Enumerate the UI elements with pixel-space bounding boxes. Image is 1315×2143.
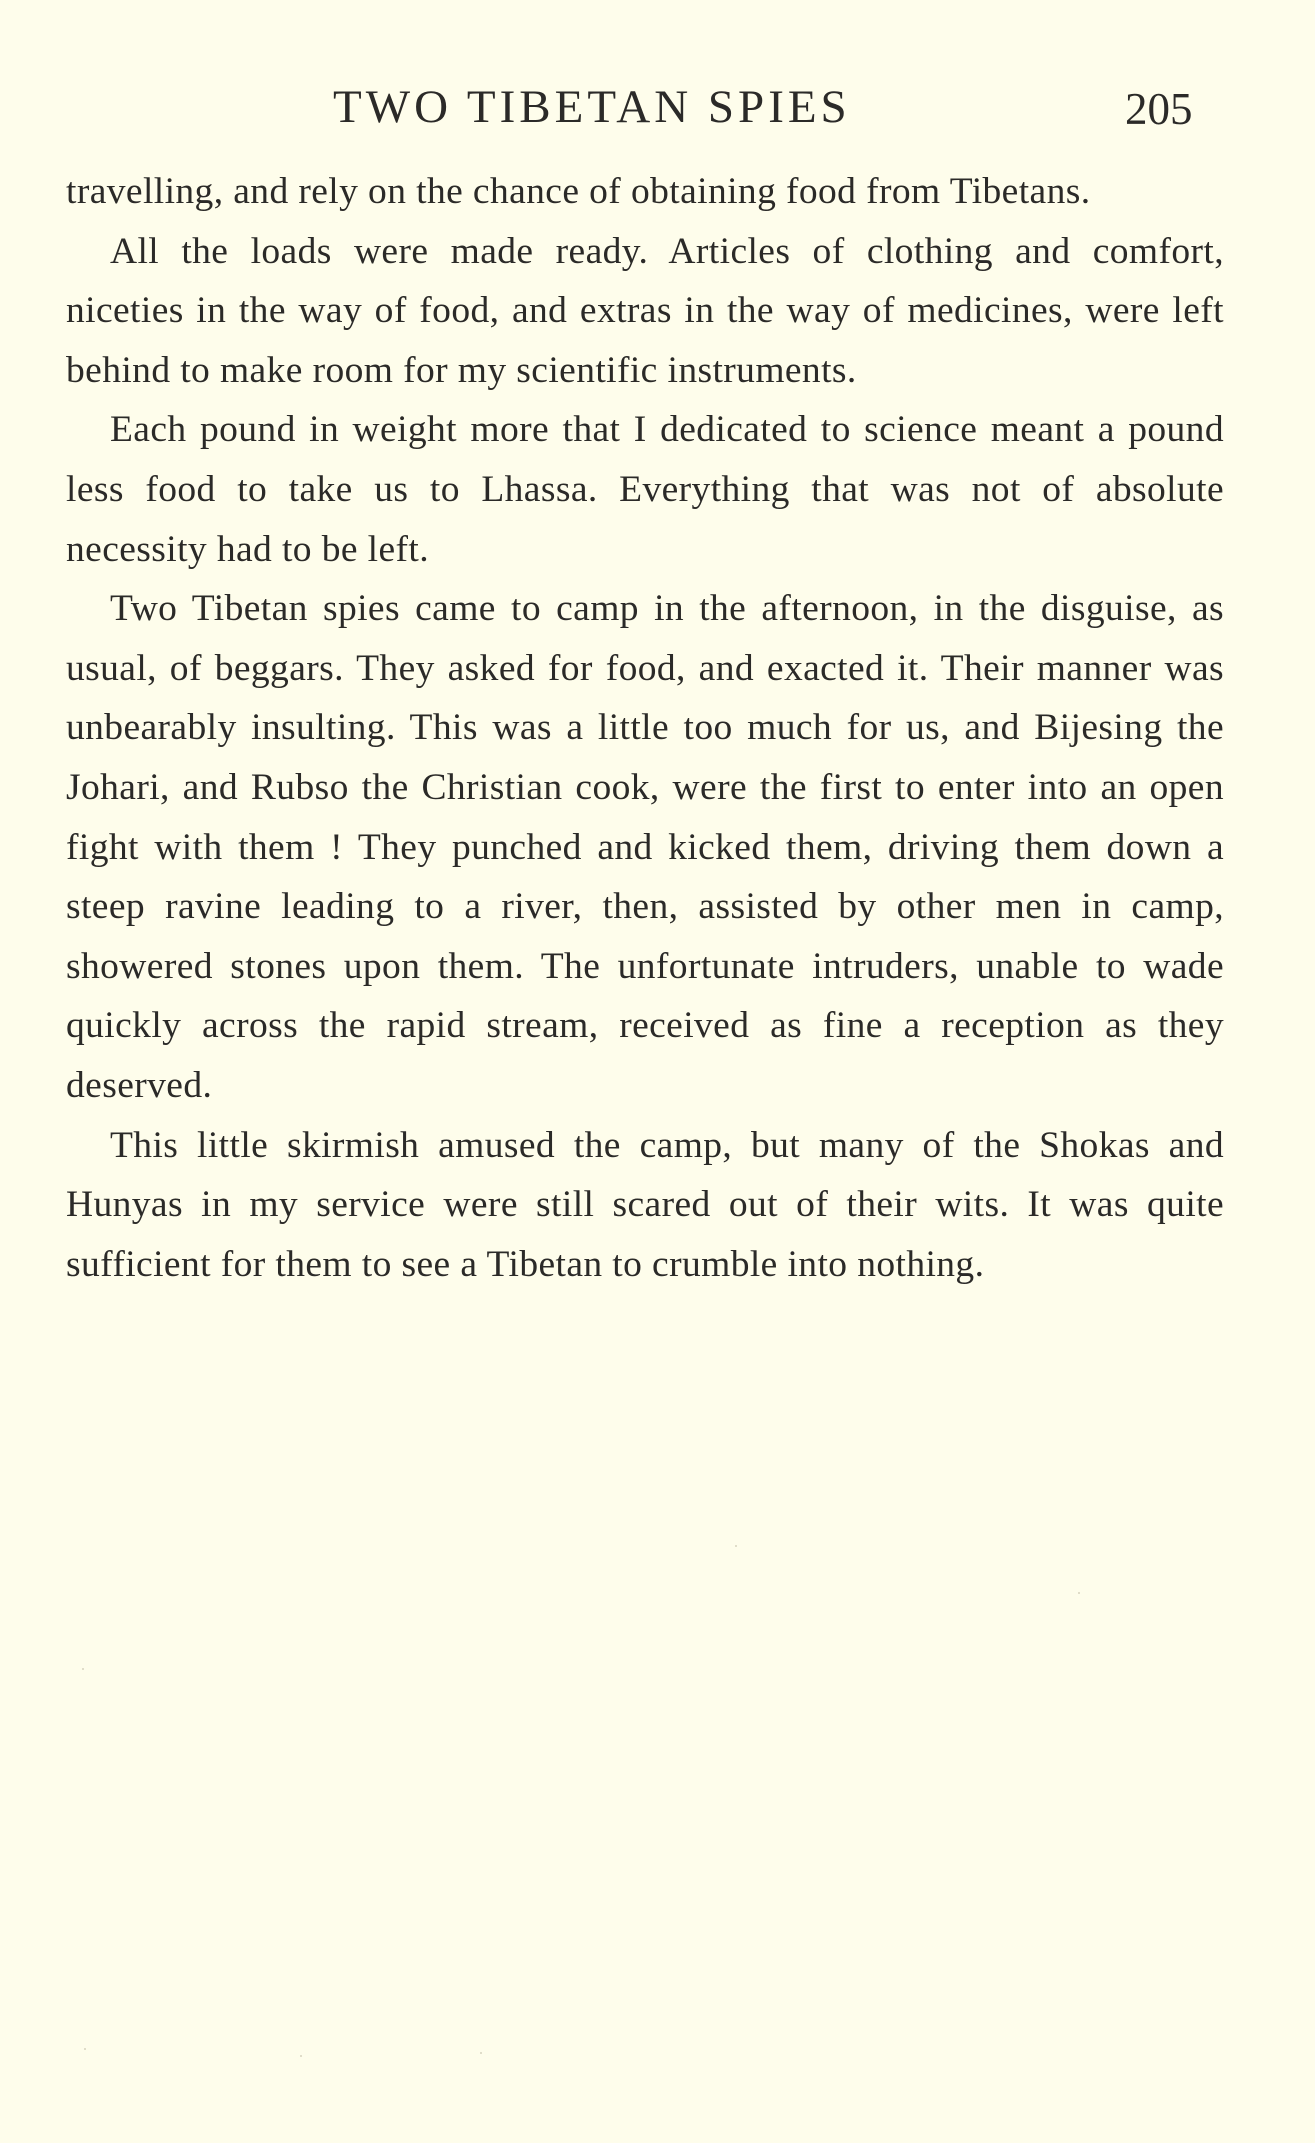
paper-speck [735, 1545, 737, 1547]
page-number: 205 [1125, 84, 1193, 134]
paragraph-continued: travelling, and rely on the chance of obtaining food from Tibetans. [66, 171, 1091, 212]
paragraph-loads: All the loads were made ready. Articles of clothing and comfort, niceties in the way of food, and extras in the way of medicines, were left behind to make room for my scientific instruments. [66, 230, 1224, 391]
paper-speck [480, 2052, 482, 2054]
running-title: TWO TIBETAN SPIES [333, 81, 851, 133]
paper-speck [84, 2048, 86, 2050]
body-text [66, 162, 1224, 1294]
paragraph-spies: Two Tibetan spies came to camp in the afternoon, in the disguise, as usual, of beggars. They asked for food, and exacted it. Their manner was unbearably insulting. This was a little too much for us, and Bijesing the Johari, and Rubso the Christian cook, were the first to enter into an open fight with them ! They punched and kicked them, driving them down a steep ravine leading to a river, then, assisted by other men in camp, showered stones upon them. The unfortunate intruders, unable to wade quickly across the rapid stream, received as fine a reception as they deserved. [66, 588, 1224, 1106]
paper-speck [300, 2055, 302, 2057]
paper-speck [1078, 1592, 1080, 1594]
paragraph-weight: Each pound in weight more that I dedicated to science meant a pound less food to take us to Lhassa. Everything that was not of absolute necessity had to be left. [66, 409, 1224, 570]
paragraph-skirmish: This little skirmish amused the camp, but many of the Shokas and Hunyas in my service were still scared out of their wits. It was quite sufficient for them to see a Tibetan to crumble into nothing. [66, 1124, 1224, 1285]
paper-speck [82, 1668, 84, 1670]
running-head [0, 72, 1315, 142]
